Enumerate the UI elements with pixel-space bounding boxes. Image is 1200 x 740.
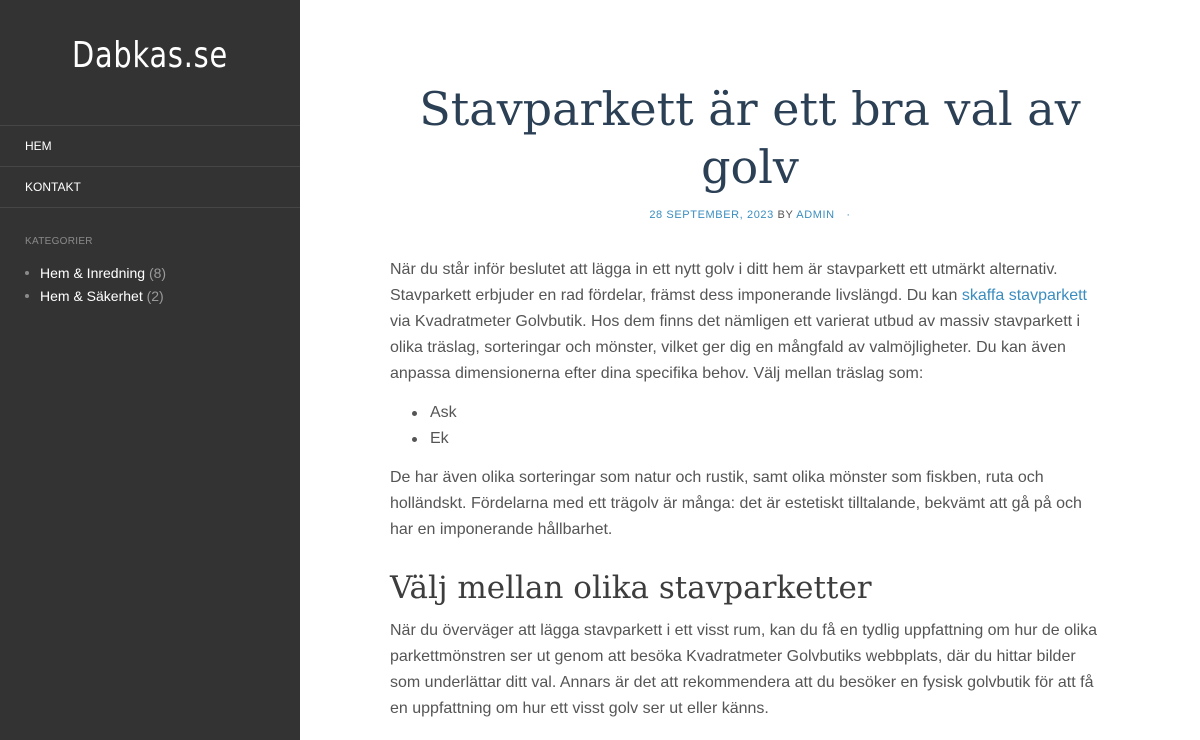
post-title: Stavparkett är ett bra val av golv bbox=[419, 82, 1081, 194]
post-paragraph-2: De har även olika sorteringar som natur och rustik, samt olika mönster som fiskben, ruta och holländskt. Fördelarna med ett trägolv är många: det är estetiskt tilltalande, bekvämt att gå på och har en imponerande hållbarhet. bbox=[390, 469, 1082, 538]
post-paragraph-3: När du överväger att lägga stavparkett i ett visst rum, kan du få en tydlig uppfattning om hur de olika parkettmönstren ser ut genom att besöka Kvadratmeter Golvbutiks webbplats, där du hittar bilder som underlättar ditt val. Annars är det att rekommendera att du besöker en fysisk golvbutik för att få en uppfattning om hur ett visst golv ser ut eller känns. bbox=[390, 622, 1098, 717]
post-by-label: BY bbox=[777, 209, 794, 221]
category-link-hem-inredning[interactable]: Hem & Inredning bbox=[40, 265, 146, 281]
paragraph-text: via Kvadratmeter Golvbutik. Hos dem finns det nämligen ett varierat utbud av massiv stavparkett i olika träslag, sorteringar och mönster, vilket ger dig en mångfald av valmöjligheter. Du kan även anpassa dimensionerna efter dina specifika behov. Välj mellan träslag som: bbox=[390, 313, 1081, 382]
category-link-hem-sakerhet[interactable]: Hem & Säkerhet bbox=[40, 288, 143, 304]
skaffa-stavparkett-link[interactable]: skaffa stavparkett bbox=[961, 287, 1087, 304]
category-count: (2) bbox=[146, 288, 164, 304]
paragraph-text: När du står inför beslutet att lägga in ett nytt golv i ditt hem är stavparkett ett utmärkt alternativ. Stavparkett erbjuder en rad fördelar, främst dess imponerande livslängd. Du kan bbox=[390, 261, 1058, 304]
categories-list bbox=[25, 262, 166, 308]
category-count: (8) bbox=[148, 265, 167, 281]
bullet-icon bbox=[25, 294, 29, 298]
site-title[interactable]: Dabkas.se bbox=[71, 35, 228, 76]
list-item-text: Ek bbox=[430, 430, 449, 447]
post-author-link[interactable]: ADMIN bbox=[796, 209, 835, 221]
bullet-icon bbox=[25, 271, 29, 275]
list-item-text: Ask bbox=[430, 404, 457, 421]
list-item bbox=[390, 426, 457, 452]
list-item bbox=[390, 400, 457, 426]
main-nav bbox=[0, 125, 300, 208]
bullet-icon bbox=[412, 411, 417, 416]
nav-item-hem[interactable]: HEM bbox=[0, 126, 300, 167]
category-item bbox=[25, 262, 166, 285]
post-date-link[interactable]: 28 SEPTEMBER, 2023 bbox=[649, 209, 774, 221]
categories-heading: KATEGORIER bbox=[25, 236, 93, 247]
category-item bbox=[25, 285, 166, 308]
sidebar bbox=[0, 0, 300, 740]
section-heading: Välj mellan olika stavparketter bbox=[390, 570, 872, 606]
post-paragraph-1 bbox=[390, 257, 1105, 387]
post-meta bbox=[390, 209, 1110, 221]
bullet-icon bbox=[412, 437, 417, 442]
meta-separator: · bbox=[846, 209, 851, 221]
nav-item-kontakt[interactable]: KONTAKT bbox=[0, 167, 300, 208]
wood-types-list bbox=[390, 400, 457, 452]
